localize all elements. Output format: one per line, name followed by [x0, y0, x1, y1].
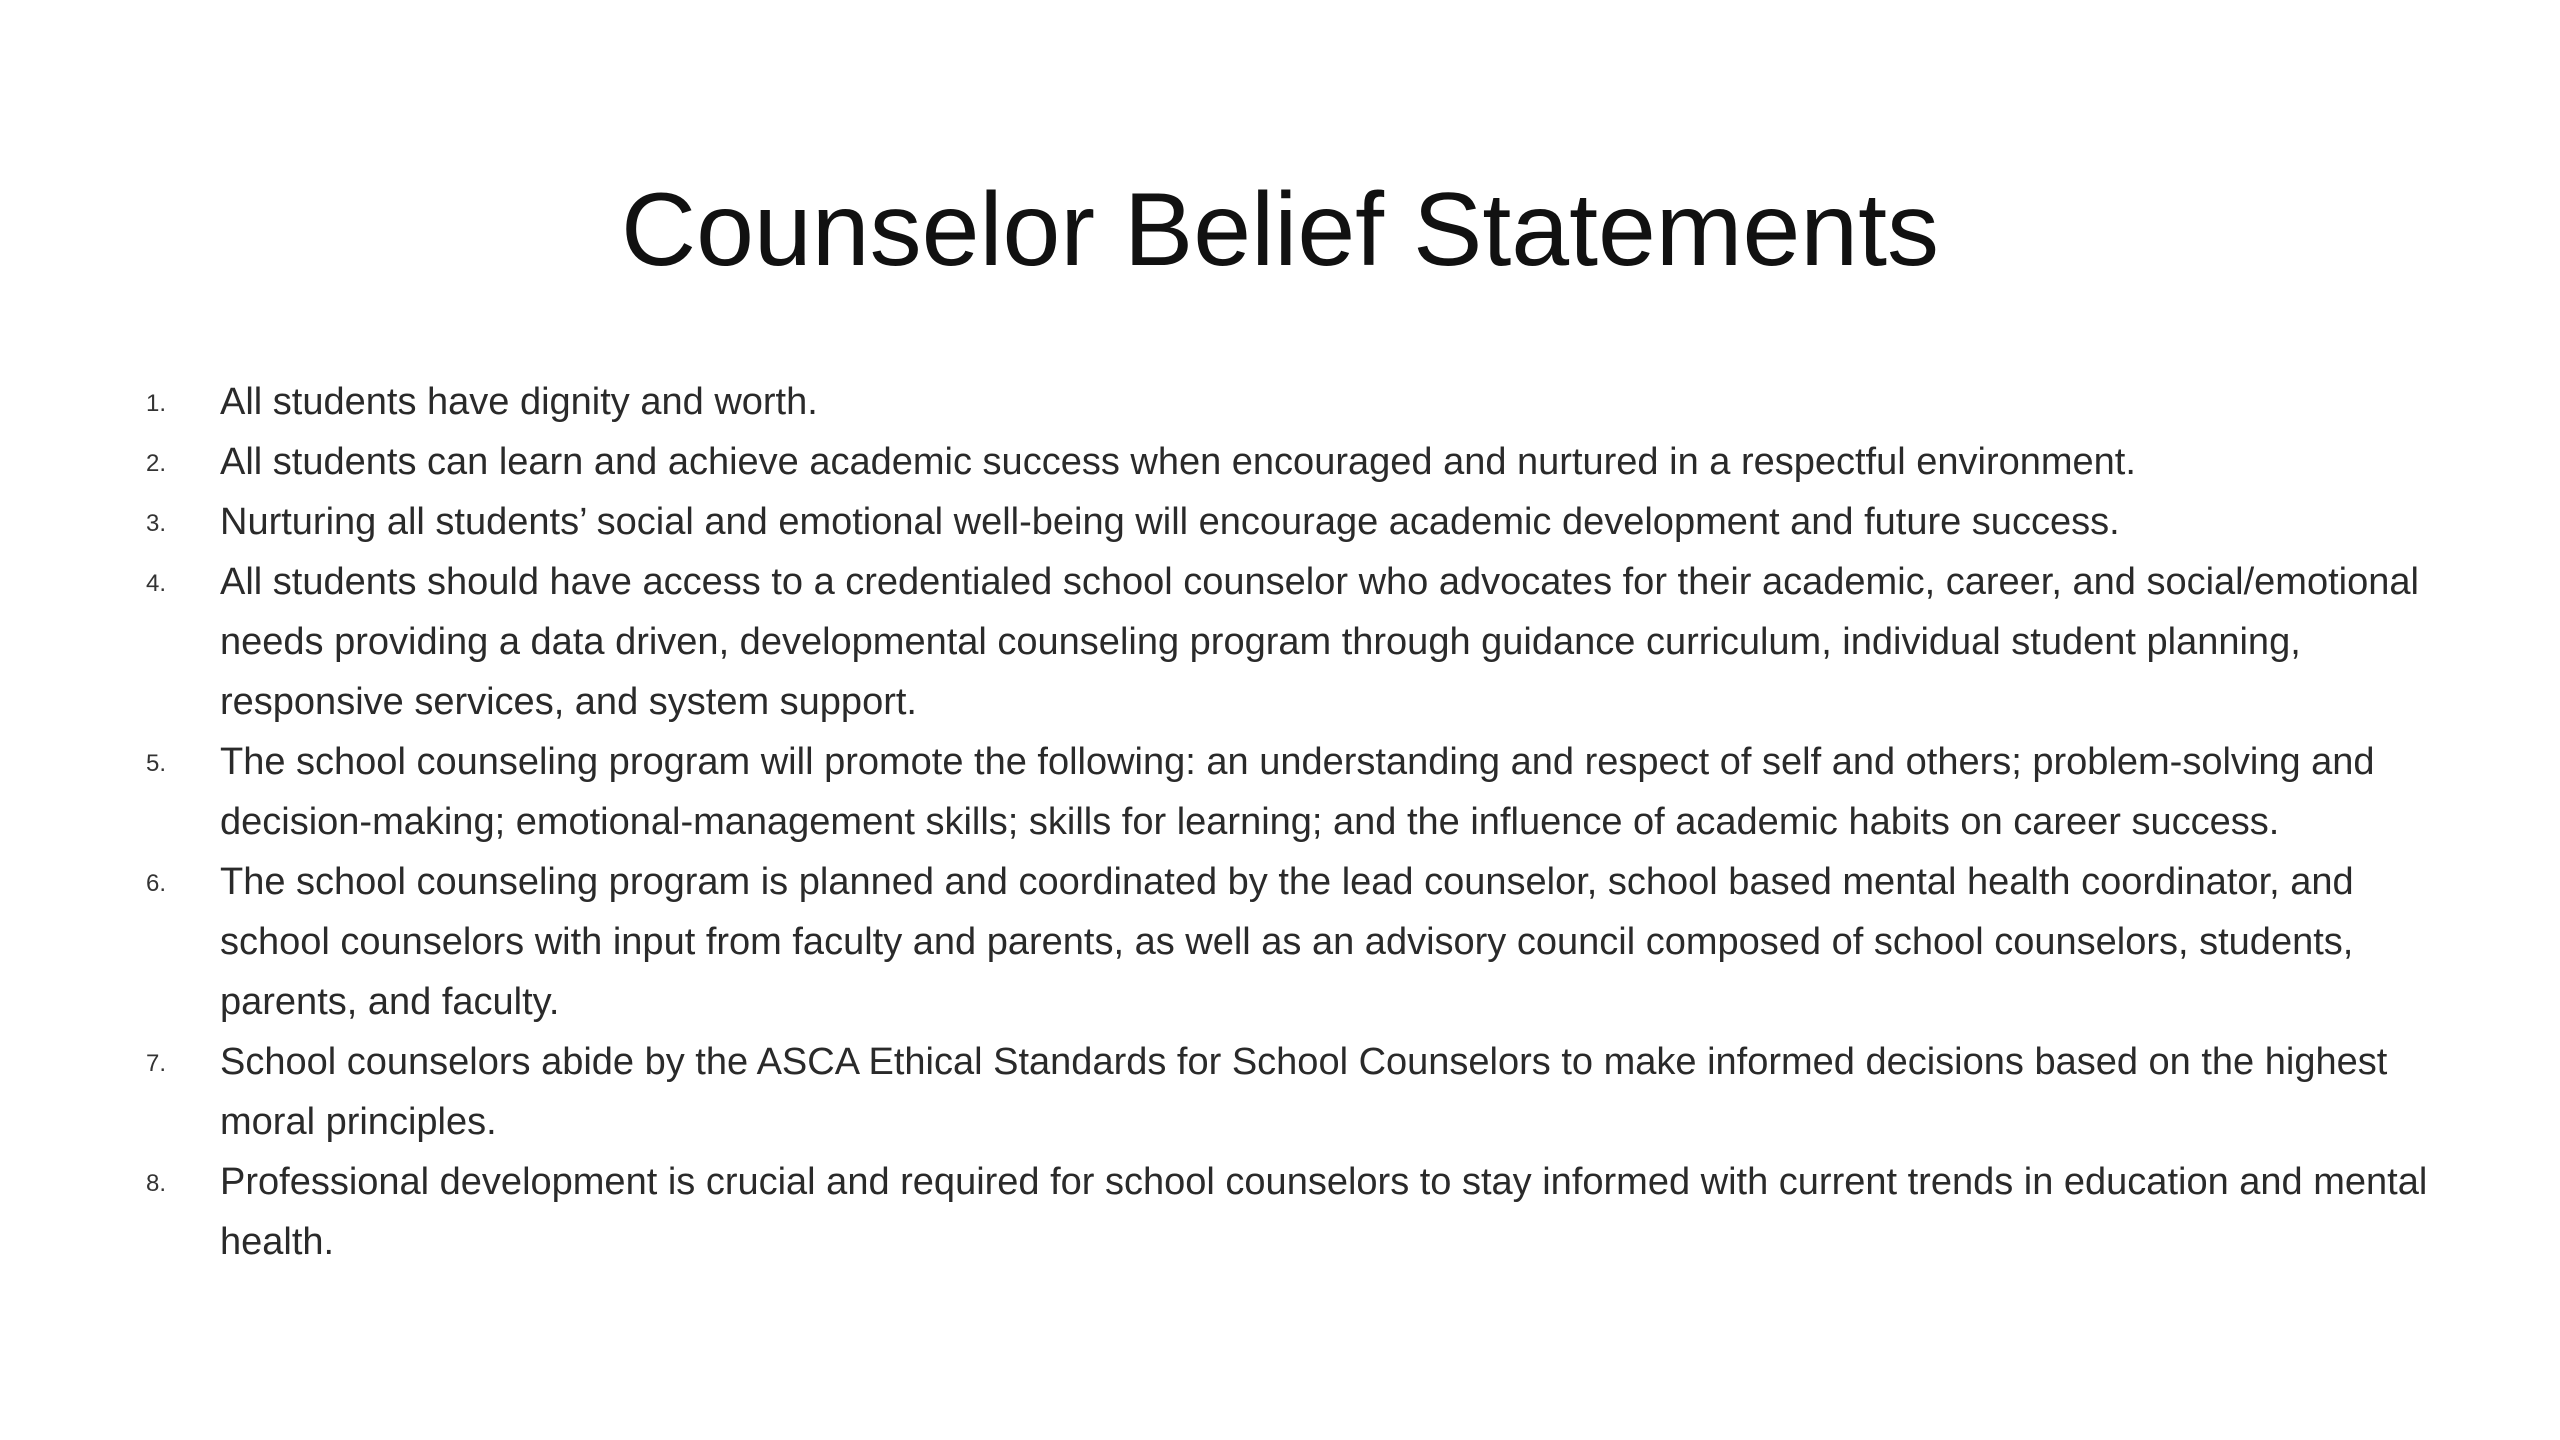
list-item-text: All students have dignity and worth.	[220, 381, 818, 423]
list-item-text: All students can learn and achieve academic success when encouraged and nurtured in a respectful environment.	[220, 441, 2136, 483]
list-item-number: 2.	[146, 450, 167, 477]
list-item	[140, 372, 2430, 432]
list-item-number: 5.	[146, 750, 167, 777]
list-item-text: School counselors abide by the ASCA Ethical Standards for School Counselors to make informed decisions based on the highest moral principles.	[220, 1041, 2388, 1143]
list-item-number: 4.	[146, 570, 167, 597]
list-item	[140, 432, 2430, 492]
list-item-number: 8.	[146, 1170, 167, 1197]
list-item-text: Professional development is crucial and required for school counselors to stay informed with current trends in education and mental health.	[220, 1161, 2428, 1263]
slide-title: Counselor Belief Statements	[620, 172, 1940, 288]
list-item-text: The school counseling program is planned and coordinated by the lead counselor, school based mental health coordinator, and school counselors with input from faculty and parents, as well as an advisory council composed of school counselors, students, parents, and faculty.	[220, 861, 2354, 1023]
list-item-text: All students should have access to a credentialed school counselor who advocates for their academic, career, and social/emotional needs providing a data driven, developmental counseling program through guidance curriculum, individual student planning, responsive services, and system support.	[220, 561, 2419, 723]
list-item-text: Nurturing all students’ social and emotional well-being will encourage academic development and future success.	[220, 501, 2120, 543]
list-item	[140, 1152, 2430, 1272]
belief-statements-list	[140, 372, 2430, 1272]
list-item	[140, 732, 2430, 852]
list-item	[140, 552, 2430, 732]
list-item	[140, 492, 2430, 552]
list-item-text: The school counseling program will promote the following: an understanding and respect of self and others; problem-solving and decision-making; emotional-management skills; skills for learning; and the influence of academic habits on career success.	[220, 741, 2375, 843]
list-item-number: 3.	[146, 510, 167, 537]
list-item	[140, 1032, 2430, 1152]
list-item-number: 1.	[146, 390, 167, 417]
list-item-number: 6.	[146, 870, 167, 897]
list-item	[140, 852, 2430, 1032]
list-item-number: 7.	[146, 1050, 167, 1077]
